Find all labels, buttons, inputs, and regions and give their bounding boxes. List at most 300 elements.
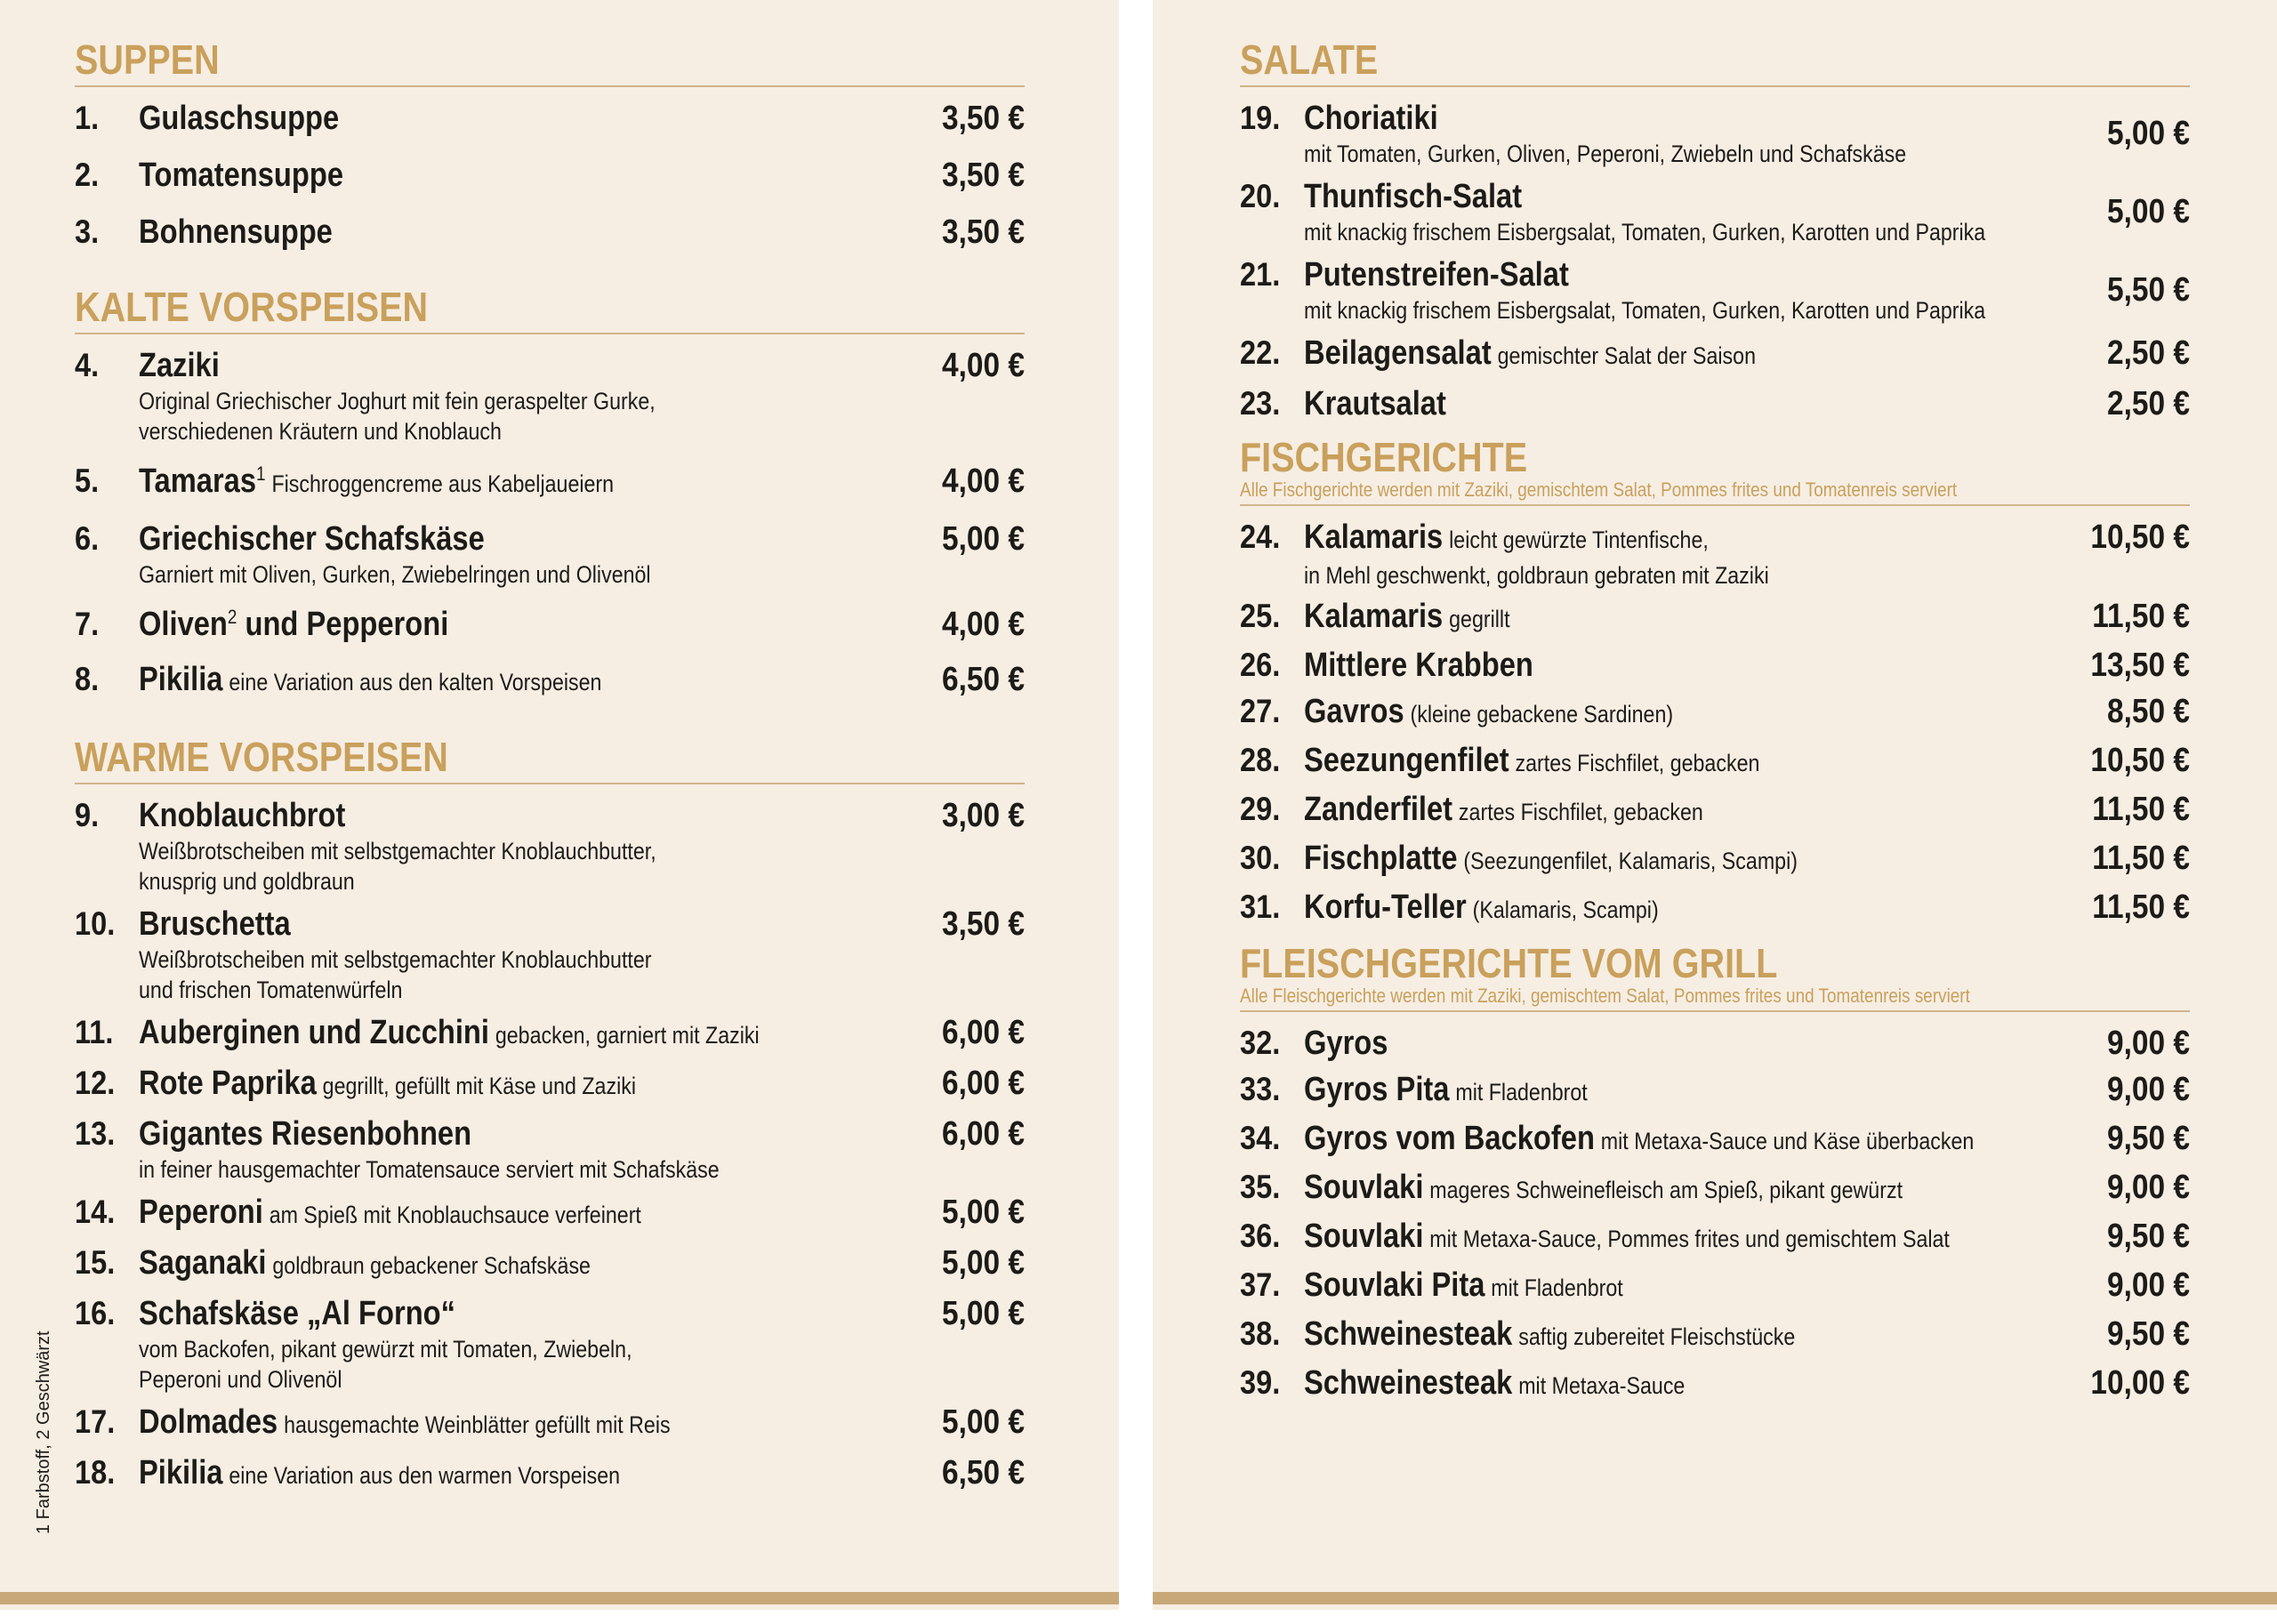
item-number: 15. [75,1244,116,1281]
item-number: 21. [1240,256,1281,293]
item-name: Griechischer Schafskäse [139,520,485,558]
item-name: Choriatiki [1304,100,1438,137]
menu-item [1240,176,2190,247]
section-kalte-vorspeisen [75,283,1025,703]
item-name: Knoblauchbrot [139,797,346,834]
page-gutter [1119,0,1153,1624]
item-name: Seezungenfilet [1304,742,1509,779]
item-price: 4,00 € [942,347,1025,384]
menu-item [1240,1167,2190,1210]
item-name: Kalamaris [1304,598,1444,635]
item-price: 9,00 € [2107,1071,2190,1108]
item-price: 5,00 € [942,1194,1025,1231]
item-number: 4. [75,347,100,383]
menu-item [75,795,1025,896]
item-name: Putenstreifen-Salat [1304,256,1569,293]
item-body [1304,645,2012,686]
item-title-line [1304,645,1913,686]
item-title-line [139,1293,748,1334]
item-title-line [1304,1023,1913,1064]
item-inline-description: zartes Fischfilet, gebacken [1458,799,1703,825]
item-description: verschiedenen Kräutern und Knoblauch [139,418,502,445]
item-name: Oliven [139,606,228,643]
item-name: Korfu-Teller [1304,888,1467,926]
item-description: und frischen Tomatenwürfeln [139,977,403,1003]
section-fleischgerichte [1240,939,2190,1406]
item-description: in Mehl geschwenkt, goldbraun gebraten mit Zaziki [1304,562,1769,589]
menu-item [75,1402,1025,1445]
item-title-line [1304,517,1913,560]
item-price: 5,00 € [942,1295,1025,1332]
item-number: 27. [1240,693,1281,729]
item-body [139,1192,847,1235]
item-title-line [1304,789,1913,832]
item-number: 6. [75,520,100,557]
item-name: Schweinesteak [1304,1364,1513,1402]
item-name: Peperoni [139,1194,263,1231]
item-name: Gigantes Riesenbohnen [139,1115,472,1153]
item-price: 11,50 € [2092,598,2190,635]
item-body [1304,517,2012,591]
item-body [1304,838,2012,881]
section-fischgerichte [1240,433,2190,930]
item-title-line [1304,887,1913,930]
item-body [1304,1314,2012,1357]
item-title-line [139,461,748,504]
item-name: Dolmades [139,1403,278,1441]
item-number: 20. [1240,178,1281,214]
item-price: 6,50 € [942,661,1025,698]
item-price: 10,00 € [2090,1364,2190,1402]
menu-item [75,1242,1025,1286]
section-salate [1240,36,2190,424]
menu-item [1240,691,2190,735]
item-name: Rote Paprika [139,1065,317,1102]
item-inline-description: gegrillt [1449,606,1510,632]
item-title-line [139,519,748,559]
item-title-line [1304,596,1913,639]
item-title-line [139,345,748,386]
item-title-line [139,155,748,196]
item-title-line [1304,691,1913,735]
menu-item [75,604,1025,645]
item-title-line [1304,333,1913,376]
item-price: 6,00 € [942,1065,1025,1102]
item-inline-description: zartes Fischfilet, gebacken [1515,750,1760,776]
item-body [1304,596,2012,639]
menu-item [1240,1314,2190,1357]
item-body [139,461,847,504]
menu-item [75,1063,1025,1106]
item-body [1304,383,2012,424]
section-divider [1240,85,2190,87]
item-price: 5,00 € [2107,193,2190,230]
item-price: 6,00 € [942,1115,1025,1153]
menu-item [1240,1363,2190,1406]
item-body [1304,887,2012,930]
menu-item [1240,333,2190,376]
item-number: 35. [1240,1169,1281,1205]
item-number: 10. [75,905,116,942]
item-body [139,1402,847,1445]
section-title: SALATE [1240,36,1379,83]
item-number: 39. [1240,1364,1281,1401]
menu-item [1240,517,2190,591]
item-description: knusprig und goldbraun [139,868,355,895]
item-title-line [1304,1363,1913,1406]
item-number: 16. [75,1295,116,1331]
item-body [1304,789,2012,832]
item-name: Zanderfilet [1304,791,1453,828]
item-number: 25. [1240,598,1281,634]
item-price: 9,50 € [2107,1218,2190,1255]
item-inline-description: mageres Schweinefleisch am Spieß, pikant gewürzt [1429,1177,1903,1203]
item-body [1304,333,2012,376]
item-price: 3,50 € [942,213,1025,251]
item-description: Weißbrotscheiben mit selbstgemachter Knoblauchbutter, [139,838,656,864]
item-body [139,1293,847,1395]
item-number: 17. [75,1403,116,1440]
section-divider [1240,1010,2190,1012]
item-price: 11,50 € [2092,791,2190,828]
menu-item [75,461,1025,504]
item-number: 14. [75,1194,116,1230]
item-inline-description: (Kalamaris, Scampi) [1472,896,1659,923]
item-price: 9,00 € [2107,1025,2190,1062]
menu-item [1240,789,2190,832]
item-price: 9,50 € [2107,1315,2190,1353]
item-description: Original Griechischer Joghurt mit fein geraspelter Gurke, [139,388,656,414]
item-body [1304,1363,2012,1406]
item-name: Zaziki [139,347,220,384]
item-number: 24. [1240,519,1281,555]
item-number: 22. [1240,334,1281,371]
item-title-line [139,1012,760,1056]
item-inline-description: mit Metaxa-Sauce und Käse überbacken [1600,1128,1975,1154]
item-title-line [1304,98,1913,139]
item-inline-description: am Spieß mit Knoblauchsauce verfeinert [269,1202,641,1228]
section-note: Alle Fischgerichte werden mit Zaziki, gemischtem Salat, Pommes frites und Tomatenreis serviert [1240,478,1958,501]
menu-item [1240,1023,2190,1064]
menu-item [75,904,1025,1005]
item-number: 26. [1240,647,1281,683]
section-title: WARME VORSPEISEN [75,734,448,780]
item-price: 5,00 € [942,520,1025,558]
item-inline-description: eine Variation aus den warmen Vorspeisen [229,1462,621,1489]
item-body [1304,1023,2012,1064]
item-name: Gyros vom Backofen [1304,1120,1595,1157]
item-price: 5,00 € [2107,115,2190,152]
item-title-line [139,1113,748,1154]
item-name: Bohnensuppe [139,213,333,251]
item-title-line [139,212,748,253]
item-description: mit knackig frischem Eisbergsalat, Tomaten, Gurken, Karotten und Paprika [1304,219,1986,245]
item-number: 19. [1240,100,1281,136]
item-name: Gyros [1304,1025,1388,1062]
item-title-line [139,1192,748,1235]
item-body [139,155,847,196]
item-title-line [139,1063,748,1106]
section-divider [75,333,1025,334]
item-price: 9,50 € [2107,1120,2190,1157]
item-price: 6,00 € [942,1014,1025,1051]
item-body [1304,98,2012,169]
section-title: FLEISCHGERICHTE VOM GRILL [1240,940,1778,986]
item-body [1304,254,2012,326]
item-price: 9,00 € [2107,1169,2190,1206]
menu-item [75,1012,1025,1056]
item-price: 8,50 € [2107,693,2190,730]
item-inline-description: eine Variation aus den kalten Vorspeisen [229,669,602,695]
item-body [1304,1118,2012,1162]
item-number: 3. [75,213,100,250]
menu-item [1240,645,2190,686]
item-inline-description: (Seezungenfilet, Kalamaris, Scampi) [1463,848,1798,874]
item-title-line [1304,1118,1975,1162]
section-warme-vorspeisen [75,733,1025,1496]
item-inline-description: mit Fladenbrot [1455,1079,1588,1105]
footnote-marker: 1 [256,462,266,485]
item-price: 2,50 € [2107,385,2190,422]
item-price: 11,50 € [2092,840,2190,877]
item-title-line [1304,383,1913,424]
item-price: 4,00 € [942,462,1025,500]
item-name: Saganaki [139,1244,267,1282]
item-body [1304,176,2012,247]
item-number: 38. [1240,1315,1281,1352]
item-title-line [139,1402,748,1445]
item-number: 36. [1240,1218,1281,1254]
item-price: 11,50 € [2092,888,2190,926]
item-title-line [1304,176,1913,217]
item-name: Souvlaki Pita [1304,1266,1485,1304]
item-body [139,98,847,139]
item-number: 29. [1240,791,1281,827]
item-name: Fischplatte [1304,840,1458,877]
item-body [1304,740,2012,784]
item-number: 30. [1240,840,1281,876]
item-body [1304,1167,2012,1210]
item-price: 2,50 € [2107,334,2190,372]
item-number: 5. [75,462,100,499]
footnote-legend: 1 Farbstoff, 2 Geschwärzt [34,1331,53,1534]
section-note: Alle Fleischgerichte werden mit Zaziki, gemischtem Salat, Pommes frites und Tomatenreis serviert [1240,985,1970,1007]
item-title-line [1304,1216,1950,1259]
item-title-line [139,795,748,836]
item-inline-description: goldbraun gebackener Schafskäse [272,1252,591,1279]
item-description: mit Tomaten, Gurken, Oliven, Peperoni, Zwiebeln und Schafskäse [1304,141,1907,167]
item-number: 32. [1240,1025,1281,1061]
footnote-marker: 2 [227,606,237,628]
item-price: 4,00 € [942,606,1025,643]
item-body [139,212,847,253]
item-body [1304,1069,2012,1113]
item-name: Schafskäse „Al Forno“ [139,1295,455,1332]
item-name: Auberginen und Zucchini [139,1014,489,1051]
item-price: 3,50 € [942,905,1025,943]
item-inline-description: mit Metaxa-Sauce [1518,1372,1686,1399]
item-number: 2. [75,157,100,193]
item-name: Gulaschsuppe [139,100,340,137]
item-inline-description: mit Metaxa-Sauce, Pommes frites und gemischtem Salat [1429,1226,1950,1252]
item-inline-description: mit Fladenbrot [1491,1274,1623,1301]
menu-item [75,1293,1025,1395]
menu-item [75,1452,1025,1496]
section-suppen [75,36,1025,253]
item-description: Peperoni und Olivenöl [139,1366,342,1393]
menu-item [1240,740,2190,784]
item-title-line [139,904,748,945]
item-inline-description: leicht gewürzte Tintenfische, [1449,527,1709,553]
item-price: 6,50 € [942,1454,1025,1491]
item-price: 10,50 € [2090,742,2190,779]
item-name: Tamaras [139,462,257,500]
menu-item [75,1113,1025,1185]
menu-item [75,1192,1025,1235]
menu-item [1240,1265,2190,1308]
item-body [139,1063,847,1106]
item-name: Gyros Pita [1304,1071,1450,1108]
item-price: 13,50 € [2090,647,2190,684]
item-name: Tomatensuppe [139,157,343,194]
item-body [139,795,847,896]
menu-item [1240,838,2190,881]
item-price: 10,50 € [2090,519,2190,556]
item-name: Souvlaki [1304,1169,1424,1206]
bottom-rule-left [0,1592,1119,1604]
item-name-continued: und Pepperoni [237,606,449,643]
section-divider [1240,504,2190,506]
item-description: Weißbrotscheiben mit selbstgemachter Knoblauchbutter [139,946,652,973]
section-title: KALTE VORSPEISEN [75,284,429,330]
item-body [1304,1265,2012,1308]
item-description: in feiner hausgemachter Tomatensauce serviert mit Schafskäse [139,1156,720,1183]
menu-item [1240,1118,2190,1162]
item-body [139,1242,847,1286]
item-name: Krautsalat [1304,385,1446,422]
item-name: Bruschetta [139,905,291,943]
item-body [139,1452,847,1496]
item-name: Pikilia [139,661,223,698]
menu-item [75,519,1025,590]
item-number: 12. [75,1065,116,1101]
item-number: 37. [1240,1266,1281,1303]
item-number: 18. [75,1454,116,1491]
item-body [139,345,847,446]
item-name: Gavros [1304,693,1404,730]
item-number: 13. [75,1115,116,1152]
item-name: Mittlere Krabben [1304,647,1533,684]
item-price: 5,00 € [942,1244,1025,1282]
item-description: mit knackig frischem Eisbergsalat, Tomaten, Gurken, Karotten und Paprika [1304,297,1986,324]
item-body [139,659,847,703]
item-inline-description: gebacken, garniert mit Zaziki [495,1022,760,1049]
item-inline-description: (kleine gebackene Sardinen) [1410,701,1674,728]
menu-item [75,659,1025,703]
item-price: 5,00 € [942,1403,1025,1441]
bottom-rule-right [1153,1592,2277,1604]
menu-item [1240,887,2190,930]
menu-item [1240,254,2190,326]
menu-item [75,98,1025,139]
item-inline-description: Fischroggencreme aus Kabeljaueiern [271,470,615,497]
item-title-line [139,1242,748,1286]
item-body [139,1113,847,1185]
item-title-line [1304,254,1913,295]
item-name: Pikilia [139,1454,223,1491]
item-name: Kalamaris [1304,519,1444,556]
item-title-line [139,98,748,139]
item-number: 11. [75,1014,114,1050]
item-description: Garniert mit Oliven, Gurken, Zwiebelringen und Olivenöl [139,561,651,588]
menu-item [1240,596,2190,639]
item-description: vom Backofen, pikant gewürzt mit Tomaten, Zwiebeln, [139,1336,632,1363]
menu-column-left [75,36,1025,1496]
item-name: Beilagensalat [1304,334,1492,372]
item-body [1304,1216,2012,1259]
item-name: Schweinesteak [1304,1315,1513,1353]
item-name: Thunfisch-Salat [1304,178,1523,215]
item-number: 28. [1240,742,1281,778]
section-divider [75,783,1025,784]
menu-item [75,345,1025,446]
item-number: 7. [75,606,100,642]
item-price: 3,50 € [942,100,1025,137]
section-title: SUPPEN [75,36,220,83]
item-number: 23. [1240,385,1281,422]
item-title-line [139,604,748,645]
item-number: 34. [1240,1120,1281,1156]
item-number: 31. [1240,888,1281,925]
menu-item [1240,383,2190,424]
item-number: 33. [1240,1071,1281,1107]
item-inline-description: gemischter Salat der Saison [1497,342,1756,369]
item-title-line [1304,1314,1913,1357]
item-title-line [1304,838,1913,881]
item-name: Souvlaki [1304,1218,1424,1255]
section-title: FISCHGERICHTE [1240,434,1528,480]
item-inline-description: saftig zubereitet Fleischstücke [1518,1323,1796,1350]
item-title-line [1304,1265,1913,1308]
item-number: 9. [75,797,100,833]
item-price: 3,00 € [942,797,1025,834]
item-body [139,1012,847,1056]
menu-item [75,212,1025,253]
menu-item [1240,98,2190,169]
item-title-line [1304,1069,1913,1113]
item-title-line [1304,740,1913,784]
item-title-line [139,659,748,703]
menu-column-right [1240,36,2190,1406]
menu-item [1240,1069,2190,1113]
item-body [139,604,847,645]
item-title-line [139,1452,748,1496]
menu-item [75,155,1025,196]
item-number: 8. [75,661,100,697]
item-price: 9,00 € [2107,1266,2190,1304]
item-body [1304,691,2012,735]
item-body [139,519,847,590]
item-inline-description: gegrillt, gefüllt mit Käse und Zaziki [322,1073,636,1099]
item-inline-description: hausgemachte Weinblätter gefüllt mit Reis [284,1411,671,1438]
item-price: 5,50 € [2107,271,2190,309]
item-body [139,904,847,1005]
section-divider [75,85,1025,87]
menu-item [1240,1216,2190,1259]
item-price: 3,50 € [942,157,1025,194]
item-number: 1. [75,100,100,136]
item-title-line [1304,1167,1913,1210]
